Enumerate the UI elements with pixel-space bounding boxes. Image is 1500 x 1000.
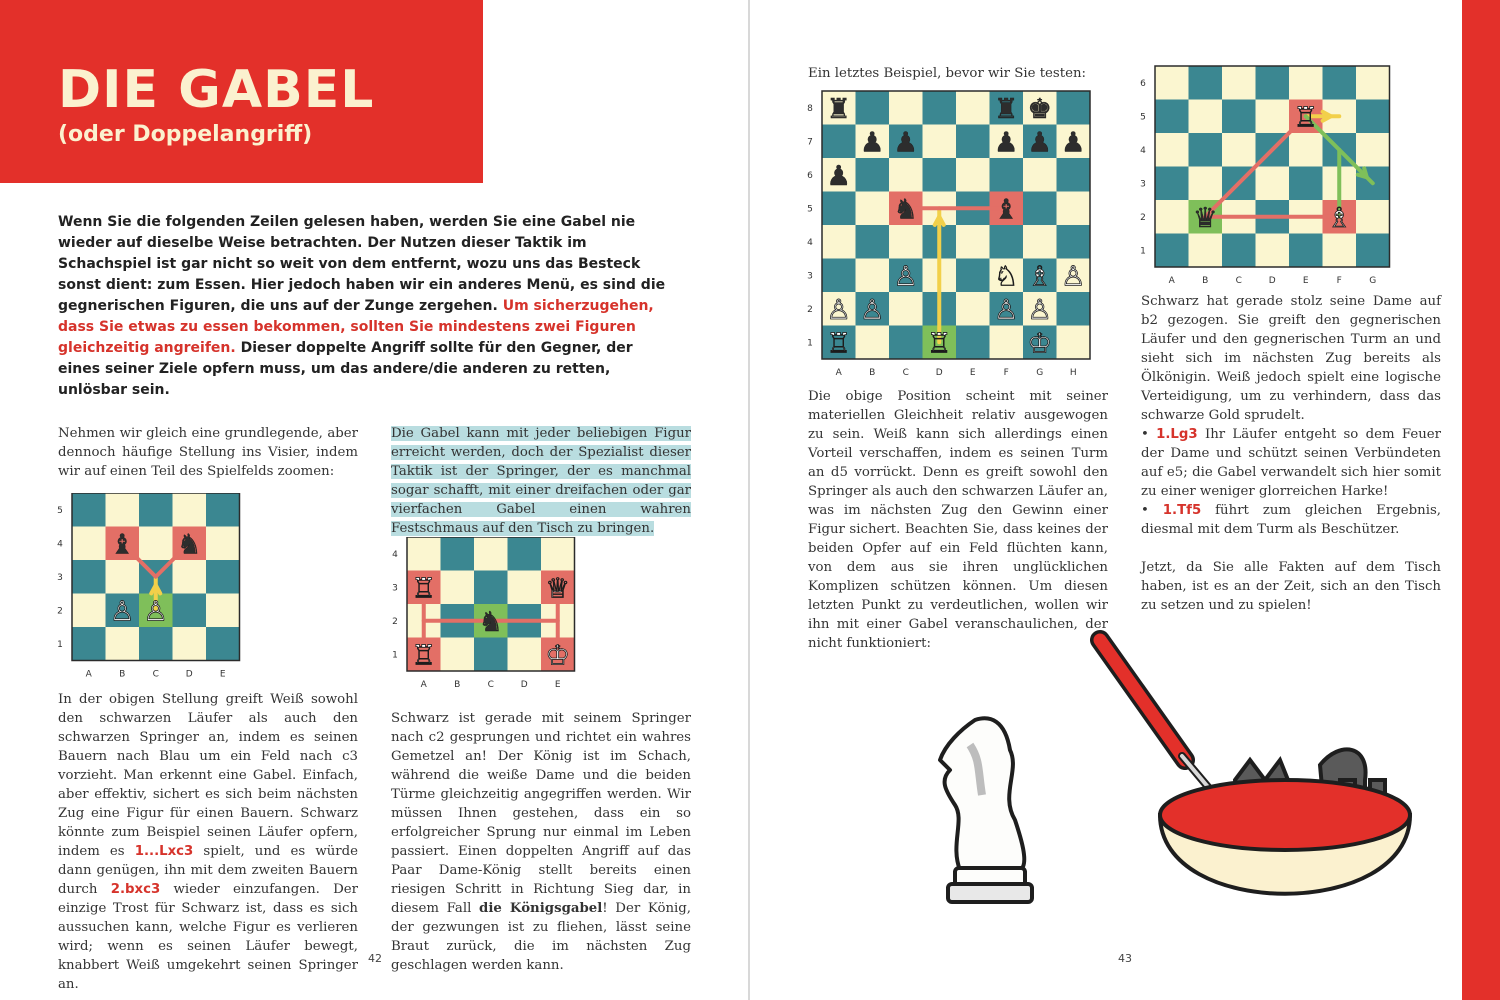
right-column-b [1141,292,1441,634]
square-f4 [990,225,1024,259]
square-a2 [72,594,106,628]
square-d6 [1256,66,1290,100]
square-e3 [956,259,990,293]
lead-text: Ein letztes Beispiel, bevor wir Sie testen: [808,66,1086,81]
square-d1 [173,627,207,661]
square-d5 [173,493,207,527]
black-pawn-icon: ♟ [993,127,1019,159]
square-d8 [923,91,957,125]
white-rook-icon: ♖ [926,328,952,360]
square-b6 [856,158,890,192]
square-e1 [1289,234,1323,268]
square-h8 [1057,91,1091,125]
square-e7 [956,125,990,159]
file-label: G [1369,276,1377,286]
square-e3 [1289,167,1323,201]
bowl-illustration [1160,780,1410,894]
page-subtitle: (oder Doppelangriff) [58,122,313,147]
rank-label: 1 [392,650,398,661]
square-g4 [1356,133,1390,167]
square-a3 [1155,167,1189,201]
square-b3 [441,571,475,605]
move-notation: 1.Tf5 [1162,503,1202,518]
square-f1 [990,326,1024,360]
file-label: A [85,669,92,680]
square-e3 [206,560,240,594]
square-e4 [956,225,990,259]
file-label: H [1069,368,1077,378]
black-pawn-icon: ♟ [859,127,885,159]
black-bishop-icon: ♝ [993,194,1019,226]
white-pawn-icon: ♙ [143,596,169,628]
square-c4 [889,225,923,259]
chess-diagram-3 [802,88,1122,380]
square-b3 [856,259,890,293]
file-label: E [219,669,226,680]
rank-label: 6 [807,170,813,181]
square-a4 [1155,133,1189,167]
intro-red-text: Um sicherzugehen, dass Sie etwas zu essen bekommen, sollten Sie mindestens zwei Figuren gleichzeitig angreifen. [58,298,654,356]
square-b1 [441,638,475,672]
rank-label: 1 [1140,246,1146,257]
square-a6 [1155,66,1189,100]
paragraph: Die obige Position scheint mit seiner materiellen Gleichheit relativ ausgewogen zu sein. Weiß kann sich allerdings einen Vorteil verschaffen, indem es seinen Turm an d5 vorrückt. Denn es greift sowohl den Springer als auch den schwarzen Läufer an, was im nächsten Zug den Gewinn einer Figur sichert. Beachten Sie, dass keines der beiden Opfer auf ein Feld flüchten kann, von dem aus sie ihren unglücklichen Komplizen schützen können. Um diesen letzten Punkt zu verdeutlichen, wollen wir ihn mit einer Gabel veranschaulichen, der nicht funktioniert: [808,389,1108,651]
square-c6 [1222,66,1256,100]
square-c1 [139,627,173,661]
square-b1 [1189,234,1223,268]
square-a3 [822,259,856,293]
file-label: B [454,680,461,690]
rank-label: 4 [57,539,63,550]
file-label: E [969,368,976,378]
square-c1 [889,326,923,360]
paragraph: • 1.Lg3 Ihr Läufer entgeht so dem Feuer der Dame und schützt seinen Verbündeten auf e5; die Gabel verwandelt sich hier somit zu einer weniger glorreichen Harke! [1141,427,1441,499]
square-a5 [72,493,106,527]
red-edge-bar [1462,0,1500,1000]
white-rook-icon: ♖ [411,573,437,605]
square-d1 [1256,234,1290,268]
rank-label: 7 [807,137,813,148]
square-h2 [1057,292,1091,326]
page-title: DIE GABEL [58,60,375,120]
move-notation: 1...Lxc3 [134,844,194,859]
square-g5 [1023,192,1057,226]
white-knight-icon: ♘ [993,261,1019,293]
square-c5 [139,493,173,527]
rank-label: 4 [1140,145,1146,156]
file-label: D [185,669,193,680]
white-pawn-icon: ♙ [1027,294,1053,326]
highlight-paragraph: Die Gabel kann mit jeder beliebigen Figur erreicht werden, doch der Spezialist dieser Taktik ist der Springer, der es manchmal sogar schafft, mit einer dreifachen oder gar vierfachen Gabel einen wahren Festschmaus auf den Tisch zu bringen. [391,426,691,536]
square-e6 [956,158,990,192]
black-pawn-icon: ♟ [893,127,919,159]
square-h6 [1057,158,1091,192]
square-h4 [1057,225,1091,259]
square-d2 [173,594,207,628]
square-b8 [856,91,890,125]
paragraph: Schwarz hat gerade stolz seine Dame auf b2 gezogen. Sie greift den gegnerischen Läufer und den gegnerischen Turm an und sieht sich im nächsten Zug bereits als Ölkönigin. Weiß jedoch spielt eine logische Verteidigung, um zu verhindern, dass das schwarze Gold sprudelt. [1141,294,1441,423]
square-c2 [889,292,923,326]
rank-label: 2 [392,616,398,627]
square-f1 [1323,234,1357,268]
square-f6 [990,158,1024,192]
rank-label: 3 [1140,179,1146,190]
square-d5 [1256,100,1290,134]
square-g5 [1356,100,1390,134]
square-e4 [206,527,240,561]
square-a1 [1155,234,1189,268]
square-c6 [889,158,923,192]
white-rook-icon: ♖ [1293,102,1319,134]
title-banner [0,0,483,183]
square-d1 [508,638,542,672]
rank-label: 5 [57,505,63,516]
rank-label: 2 [807,304,813,315]
intro-paragraph [58,212,678,401]
white-rook-icon: ♖ [411,640,437,672]
file-label: F [1336,276,1342,286]
file-label: B [119,669,126,680]
black-pawn-icon: ♟ [1060,127,1086,159]
rank-label: 4 [807,237,813,248]
file-label: A [835,368,842,378]
white-queen-icon: ♕ [545,573,571,605]
rank-label: 3 [392,583,398,594]
file-label: D [520,680,528,690]
file-label: B [869,368,876,378]
file-label: C [152,669,159,680]
square-a3 [72,560,106,594]
left-column-top [58,424,358,500]
square-d3 [508,571,542,605]
intro-text-1: Wenn Sie die folgenden Zeilen gelesen haben, werden Sie eine Gabel nie wieder auf dieselbe Weise betrachten. Der Nutzen dieser Taktik im Schachspiel ist gar nicht so weit von dem entfernt, wozu uns das Besteck sonst dient: zum Essen. Hier jedoch haben wir ein anderes Menü, es sind die gegnerischen Figuren, die uns auf der Zunge zergehen. [58,214,666,314]
file-label: A [420,680,427,690]
chess-diagram-2 [385,537,585,692]
file-label: C [902,368,909,378]
square-a5 [1155,100,1189,134]
square-a1 [72,627,106,661]
black-king-icon: ♚ [1027,93,1053,125]
chess-diagram-4 [1135,63,1395,288]
square-g6 [1356,66,1390,100]
square-b1 [856,326,890,360]
move-notation: 1.Lg3 [1156,427,1198,442]
fork-bowl-illustration [920,620,1480,920]
white-pawn-icon: ♙ [859,294,885,326]
black-rook-icon: ♜ [826,93,852,125]
square-c8 [889,91,923,125]
file-label: E [554,680,561,690]
middle-column-bottom [391,709,691,994]
square-h1 [1057,326,1091,360]
square-d4 [508,537,542,571]
file-label: G [1036,368,1044,378]
file-label: F [1003,368,1009,378]
square-d6 [923,158,957,192]
square-a7 [822,125,856,159]
square-e6 [1289,66,1323,100]
white-pawn-icon: ♙ [993,294,1019,326]
intro-text-2: Dieser doppelte Angriff sollte für den Gegner, der eines seiner Ziele opfern muss, um das andere/die anderen zu retten, unlösbar sein. [58,340,633,398]
square-e2 [206,594,240,628]
file-label: C [487,680,494,690]
white-pawn-icon: ♙ [1060,261,1086,293]
file-label: C [1235,276,1242,286]
white-king-icon: ♔ [545,640,571,672]
bold-term: die Königsgabel [479,901,603,916]
square-b4 [1189,133,1223,167]
chess-diagram-1 [50,493,250,683]
square-c3 [474,571,508,605]
square-e4 [541,537,575,571]
square-d7 [923,125,957,159]
file-label: B [1202,276,1209,286]
rank-label: 8 [807,103,813,114]
paragraph: Jetzt, da Sie alle Fakten auf dem Tisch haben, ist es an der Zeit, sich an den Tisch zu setzen und zu spielen! [1141,560,1441,613]
white-bishop-icon: ♗ [1027,261,1053,293]
paragraph: • 1.Tf5 führt zum gleichen Ergebnis, diesmal mit dem Turm als Beschützer. [1141,503,1441,537]
black-knight-icon: ♞ [478,606,504,638]
square-b4 [441,537,475,571]
paragraph: Schwarz ist gerade mit seinem Springer nach c2 gesprungen und richtet ein wahres Gemetzel an! Der König ist im Schach, während die weiße Dame und die beiden Türme gleichzeitig angegriffen werden. Wir müssen Ihnen gestehen, dass ein so erfolgreicher Sprung nur einmal im Leben passiert. Einen doppelten Angriff auf das Paar Dame-König stellt bereits einen riesigen Schritt in Richtung Sieg dar, in diesem Fall die Königsgabel! Der König, der gezwungen ist zu fliehen, lässt seine Braut zurück, die im nächsten Zug geschlagen werden kann. [391,711,692,973]
square-e2 [956,292,990,326]
move-notation: 2.bxc3 [110,882,161,897]
file-label: D [935,368,943,378]
square-f6 [1323,66,1357,100]
rank-label: 1 [807,338,813,349]
square-g2 [1356,200,1390,234]
left-column-bottom [58,690,358,1000]
square-d3 [1256,167,1290,201]
black-knight-icon: ♞ [176,529,202,561]
square-a5 [822,192,856,226]
black-rook-icon: ♜ [993,93,1019,125]
square-e4 [1289,133,1323,167]
rank-label: 3 [807,271,813,282]
square-g1 [1356,234,1390,268]
square-b3 [106,560,140,594]
white-bishop-icon: ♗ [1326,202,1352,234]
square-e1 [956,326,990,360]
rank-label: 2 [57,606,63,617]
file-label: E [1302,276,1309,286]
rank-label: 1 [57,639,63,650]
square-b3 [1189,167,1223,201]
square-h5 [1057,192,1091,226]
square-d3 [173,560,207,594]
file-label: D [1268,276,1276,286]
square-c1 [1222,234,1256,268]
square-c4 [474,537,508,571]
white-knight-illustration [940,718,1032,902]
black-pawn-icon: ♟ [826,160,852,192]
rank-label: 2 [1140,212,1146,223]
black-knight-icon: ♞ [893,194,919,226]
square-c4 [139,527,173,561]
white-king-icon: ♔ [1027,328,1053,360]
paragraph: In der obigen Stellung greift Weiß sowohl den schwarzen Läufer als auch den schwarzen Springer an, indem es seinen Bauern nach Blau um ein Feld nach c3 vorzieht. Man erkennt eine Gabel. Einfach, aber effektiv, sichert es sich beim nächsten Zug eine Figur für einen Bauern. Schwarz könnte zum Beispiel seinen Läufer opfern, indem es 1...Lxc3 spielt, und es würde dann genügen, ihn mit dem zweiten Bauern durch 2.bxc3 wieder einzufangen. Der einzige Trost für Schwarz ist, dass es sich aussuchen kann, welche Figur es verlieren wird; wenn es seinen Läufer bewegt, knabbert Weiß umgekehrt seinen Springer an. [58,692,359,992]
square-g6 [1023,158,1057,192]
rank-label: 5 [807,204,813,215]
square-a4 [822,225,856,259]
white-rook-icon: ♖ [826,328,852,360]
paragraph: Nehmen wir gleich eine grundlegende, aber dennoch häufige Stellung ins Visier, indem wir auf einen Teil des Spielfelds zoomen: [58,426,358,479]
square-a4 [72,527,106,561]
right-page [750,0,1500,1000]
square-b5 [106,493,140,527]
square-b1 [106,627,140,661]
black-queen-icon: ♛ [1192,202,1218,234]
black-pawn-icon: ♟ [1027,127,1053,159]
square-a4 [407,537,441,571]
square-b6 [1189,66,1223,100]
square-b4 [856,225,890,259]
square-e8 [956,91,990,125]
page-number-left: 42 [368,952,382,965]
white-pawn-icon: ♙ [893,261,919,293]
rank-label: 5 [1140,112,1146,123]
square-b5 [1189,100,1223,134]
file-label: A [1168,276,1175,286]
square-c1 [474,638,508,672]
square-e1 [206,627,240,661]
rank-label: 4 [392,549,398,560]
square-e5 [206,493,240,527]
black-bishop-icon: ♝ [109,529,135,561]
square-g4 [1023,225,1057,259]
square-c5 [1222,100,1256,134]
white-pawn-icon: ♙ [826,294,852,326]
rank-label: 6 [1140,78,1146,89]
square-b5 [856,192,890,226]
rank-label: 3 [57,572,63,583]
square-a2 [1155,200,1189,234]
white-pawn-icon: ♙ [109,596,135,628]
square-c4 [1222,133,1256,167]
page-number-right: 43 [1118,952,1132,965]
